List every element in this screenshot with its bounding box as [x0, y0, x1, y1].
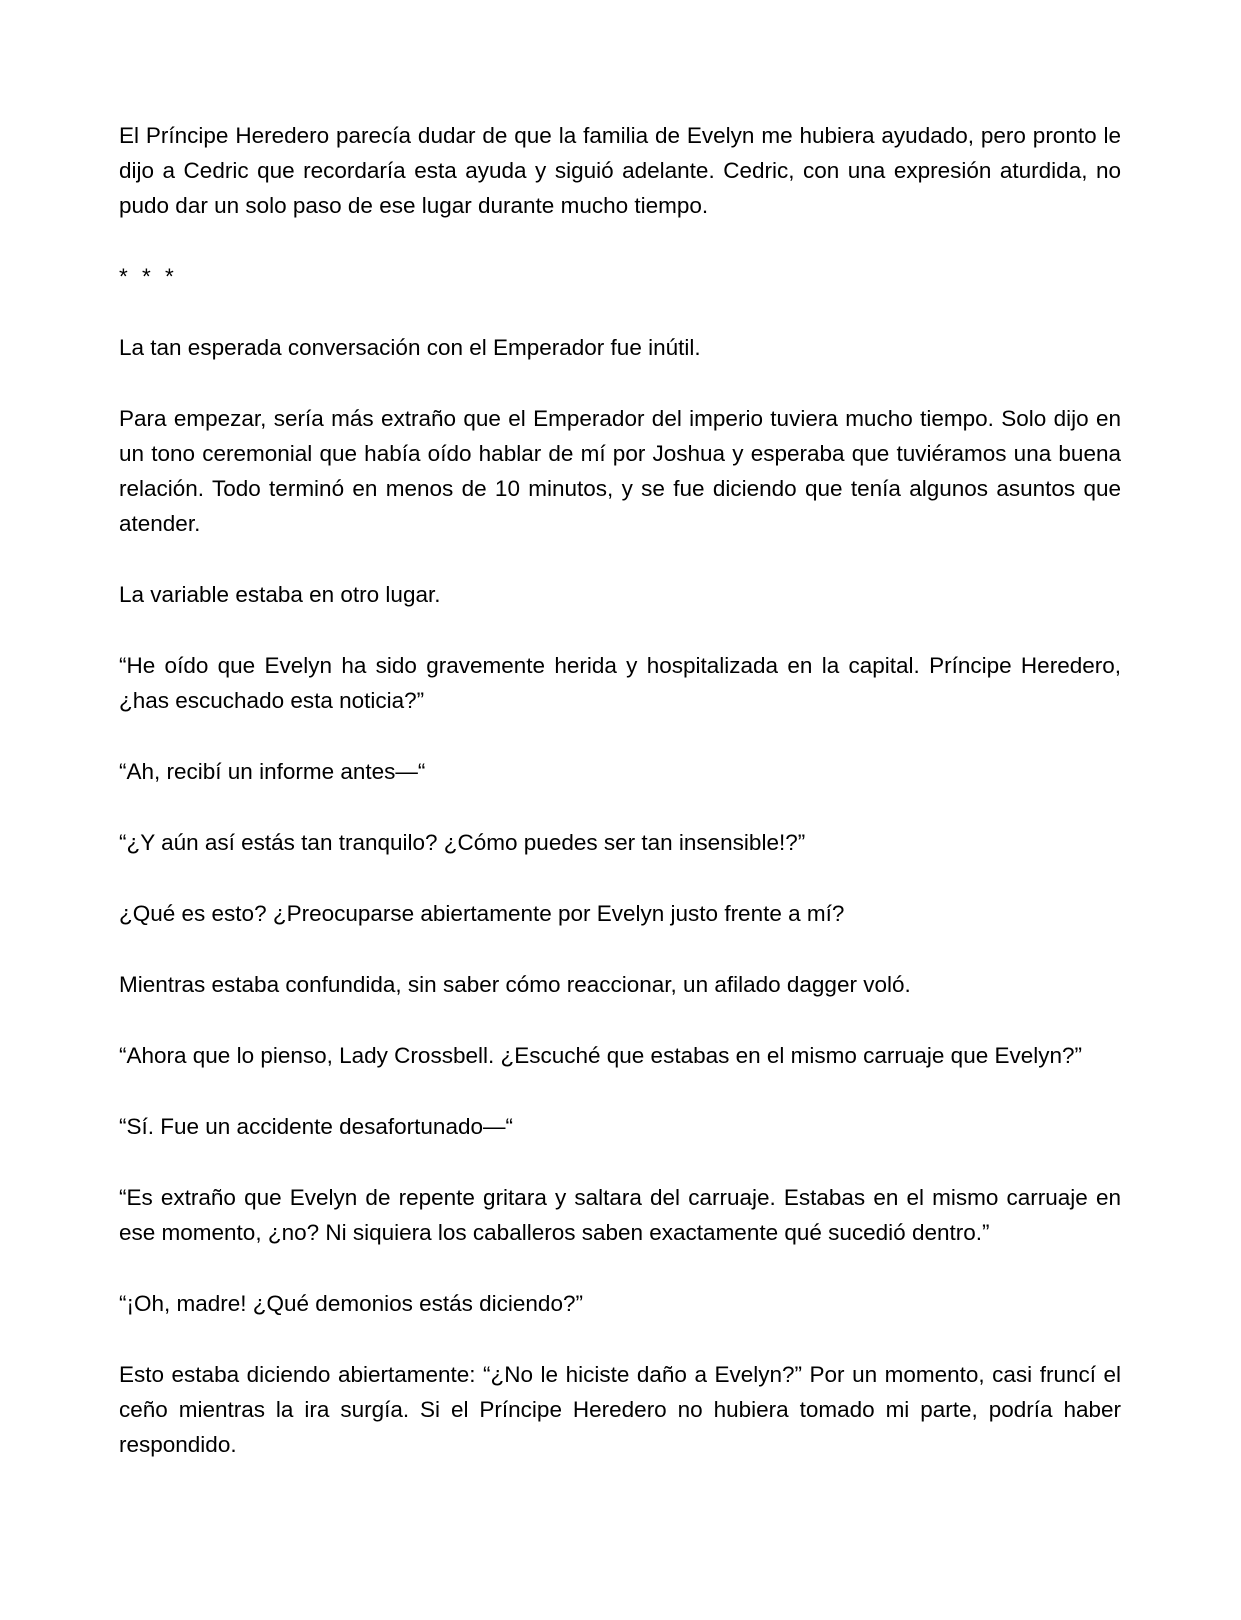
paragraph: La variable estaba en otro lugar. [119, 582, 441, 607]
dialogue-paragraph: “Es extraño que Evelyn de repente gritara y saltara del carruaje. Estabas en el mismo carruaje en ese momento, ¿no? Ni siquiera los caballeros saben exactamente qué sucedió dentro.” [119, 1185, 1121, 1245]
paragraph: El Príncipe Heredero parecía dudar de que la familia de Evelyn me hubiera ayudado, pero pronto le dijo a Cedric que recordaría esta ayuda y siguió adelante. Cedric, con una expresión aturdida, no pudo dar un solo paso de ese lugar durante mucho tiempo. [119, 123, 1121, 218]
dialogue-paragraph: “¿Y aún así estás tan tranquilo? ¿Cómo puedes ser tan insensible!?” [119, 830, 806, 855]
dialogue-paragraph: “Sí. Fue un accidente desafortunado—“ [119, 1114, 513, 1139]
scene-separator: * * * [119, 264, 178, 289]
paragraph: ¿Qué es esto? ¿Preocuparse abiertamente por Evelyn justo frente a mí? [119, 901, 845, 926]
dialogue-paragraph: “Ah, recibí un informe antes—“ [119, 759, 426, 784]
dialogue-paragraph: “Ahora que lo pienso, Lady Crossbell. ¿Escuché que estabas en el mismo carruaje que Evelyn?” [119, 1043, 1083, 1068]
paragraph: La tan esperada conversación con el Emperador fue inútil. [119, 335, 701, 360]
paragraph: Para empezar, sería más extraño que el Emperador del imperio tuviera mucho tiempo. Solo dijo en un tono ceremonial que había oído hablar de mí por Joshua y esperaba que tuviéramos una buena relación. Todo terminó en menos de 10 minutos, y se fue diciendo que tenía algunos asuntos que atender. [119, 406, 1121, 536]
dialogue-paragraph: “He oído que Evelyn ha sido gravemente herida y hospitalizada en la capital. Príncipe Heredero, ¿has escuchado esta noticia?” [119, 653, 1121, 713]
paragraph: Esto estaba diciendo abiertamente: “¿No le hiciste daño a Evelyn?” Por un momento, casi fruncí el ceño mientras la ira surgía. Si el Príncipe Heredero no hubiera tomado mi parte, podría haber respondido. [119, 1362, 1121, 1457]
paragraph: Mientras estaba confundida, sin saber cómo reaccionar, un afilado dagger voló. [119, 972, 911, 997]
dialogue-paragraph: “¡Oh, madre! ¿Qué demonios estás diciendo?” [119, 1291, 583, 1316]
